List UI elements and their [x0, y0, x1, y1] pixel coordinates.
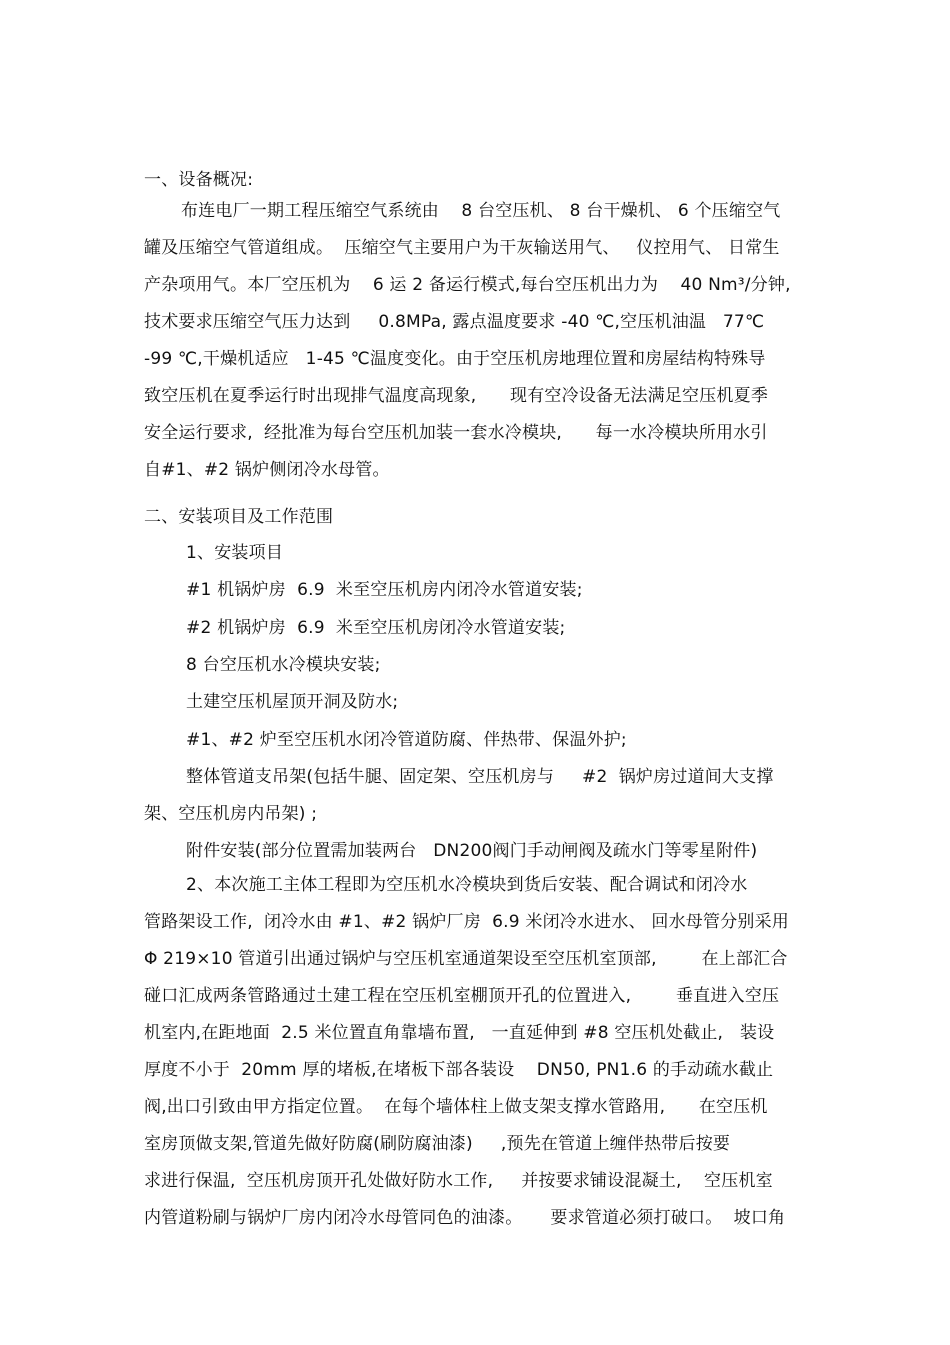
paragraph-line: 安全运行要求, 经批准为每台空压机加装一套水冷模块, 每一水冷模块所用水引: [144, 423, 768, 443]
paragraph-line: 求进行保温, 空压机房顶开孔处做好防水工作, 并按要求铺设混凝土, 空压机室: [144, 1171, 773, 1191]
paragraph-line: 产杂项用气。本厂空压机为 6 运 2 备运行模式,每台空压机出力为 40 Nm³/分钟,: [144, 275, 791, 295]
list-item: 整体管道支吊架(包括牛腿、固定架、空压机房与 #2 锅炉房过道间大支撑: [186, 767, 774, 787]
list-item: #2 机锅炉房 6.9 米至空压机房闭冷水管道安装;: [186, 618, 566, 638]
section1-heading: 一、设备概况:: [144, 170, 254, 190]
list-item: 土建空压机屋顶开洞及防水;: [186, 692, 399, 712]
paragraph-line: 自#1、#2 锅炉侧闭冷水母管。: [144, 460, 390, 480]
paragraph-line: 机室内,在距地面 2.5 米位置直角靠墙布置, 一直延伸到 #8 空压机处截止, 装设: [144, 1023, 775, 1043]
paragraph-line: 碰口汇成两条管路通过土建工程在空压机室棚顶开孔的位置进入, 垂直进入空压: [144, 986, 780, 1006]
paragraph-line: 管路架设工作, 闭冷水由 #1、#2 锅炉厂房 6.9 米闭冷水进水、 回水母管分别采用: [144, 912, 789, 932]
paragraph-line: 布连电厂一期工程压缩空气系统由 8 台空压机、 8 台干燥机、 6 个压缩空气: [181, 201, 781, 221]
section2-heading: 二、安装项目及工作范围: [144, 507, 334, 527]
paragraph-line: 致空压机在夏季运行时出现排气温度高现象, 现有空冷设备无法满足空压机夏季: [144, 386, 769, 406]
paragraph-line: 室房顶做支架,管道先做好防腐(刷防腐油漆) ,预先在管道上缠伴热带后按要: [144, 1134, 731, 1154]
paragraph-line: 罐及压缩空气管道组成。 压缩空气主要用户为干灰输送用气、 仪控用气、 日常生: [144, 238, 780, 258]
list-item: 附件安装(部分位置需加装两台 DN200阀门手动闸阀及疏水门等零星附件): [186, 841, 758, 861]
list-item-continuation: 架、空压机房内吊架) ;: [144, 804, 318, 824]
paragraph-line: 内管道粉刷与锅炉厂房内闭冷水母管同色的油漆。 要求管道必须打破口。 坡口角: [144, 1208, 786, 1228]
paragraph-line: 厚度不小于 20mm 厚的堵板,在堵板下部各装设 DN50, PN1.6 的手动疏水截止: [144, 1060, 774, 1080]
list-item: #1、#2 炉至空压机水闭冷管道防腐、伴热带、保温外护;: [186, 730, 627, 750]
list-item: #1 机锅炉房 6.9 米至空压机房内闭冷水管道安装;: [186, 580, 583, 600]
paragraph-line: 阀,出口引致由甲方指定位置。 在每个墙体柱上做支架支撑水管路用, 在空压机: [144, 1097, 768, 1117]
paragraph-line: 技术要求压缩空气压力达到 0.8MPa, 露点温度要求 -40 ℃,空压机油温 77℃: [144, 312, 765, 332]
paragraph-line: Φ 219×10 管道引出通过锅炉与空压机室通道架设至空压机室顶部, 在上部汇合: [144, 949, 788, 969]
subsection-title: 1、安装项目: [186, 543, 284, 563]
paragraph-line: -99 ℃,干燥机适应 1-45 ℃温度变化。由于空压机房地理位置和房屋结构特殊导: [144, 349, 766, 369]
paragraph-line: 2、本次施工主体工程即为空压机水冷模块到货后安装、配合调试和闭冷水: [186, 875, 748, 895]
list-item: 8 台空压机水冷模块安装;: [186, 655, 381, 675]
